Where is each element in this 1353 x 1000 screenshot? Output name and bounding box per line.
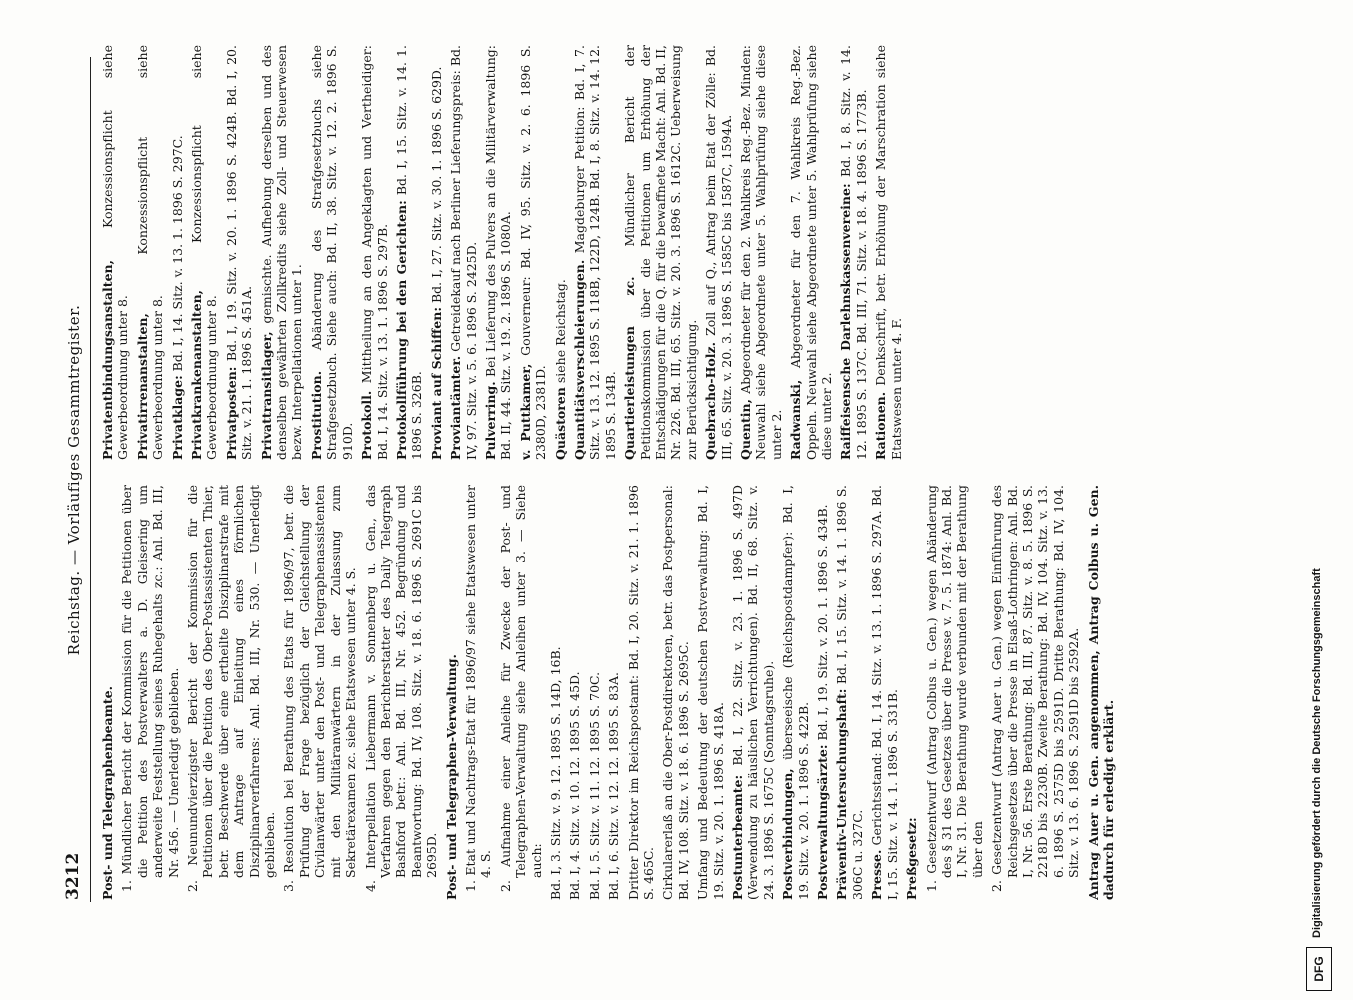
entry-text: Bd. I, 5. Sitz. v. 11. 12. 1895 S. 70C.	[586, 671, 602, 900]
right-column	[100, 45, 1260, 460]
entry-keyword: v. Puttkamer,	[517, 363, 533, 460]
index-entry	[448, 45, 479, 460]
entry-text: Bd. I, 4. Sitz. v. 10. 12. 1895 S. 45D.	[567, 671, 583, 900]
index-entry	[567, 485, 582, 900]
entry-text: Konzessionspflicht siehe Gewerbeordnung unter 8.	[100, 45, 131, 460]
entry-text: überseeische (Reichspostdampfer): Bd. I, 19. Sitz. v. 20. 1. 1896 S. 422B.	[780, 485, 811, 900]
entry-text: Gouverneur: Bd. IV, 95. Sitz. v. 2. 6. 1896 S. 2380D, 2381D.	[517, 45, 549, 460]
index-entry	[838, 45, 869, 460]
entry-text: Konzessionspflicht siehe Gewerbeordnung unter 8.	[189, 45, 220, 460]
entry-text: Bd. I, 22. Sitz. v. 23. 1. 1896 S. 497D (Verwendung zu häuslichen Verrichtungen). Bd. II, 68. Sitz. v. 24. 3. 1896 S. 1675C (Sonntagsruhe).	[730, 485, 776, 900]
entry-text: Zoll auf Q., Antrag beim Etat der Zölle: Bd. III, 65. Sitz. v. 20. 3. 1896 S. 1585C bis 1587C, 1594A.	[703, 45, 734, 460]
entry-keyword: Präventiv-Untersuchungshaft:	[834, 688, 850, 900]
entry-text: 1. Mündlicher Bericht der Kommission für die Petitionen über die Petition des Postverwalters a. D. Gleisering um anderweite Feststellung seines Ruhegehalts zc.: Anl. Bd. III, Nr. 456. — Unerledigt geblieben.	[119, 485, 181, 892]
index-entry	[135, 45, 166, 460]
page-number: 3212	[63, 852, 83, 900]
entry-text: Denkschrift, betr. Erhöhung der Marschration siehe Etatswesen unter 4. F.	[873, 45, 904, 460]
index-entry	[548, 485, 563, 900]
entry-text: 2. Neunundvierzigster Bericht der Kommission für die Petitionen über die Petition des Ober-Postassistenten Thier, betr. Beschwerde über eine ertheilte Disziplinarstrafe mit dem Antrage auf Einleitung eines förmlichen Disziplinarverfahrens: Anl. Bd. III, Nr. 530. — Unerledigt geblieben.	[185, 485, 278, 892]
entry-text: 3. Resolution bei Berathung des Etats für 1896/97, betr. die Prüfung der Frage bezüglich der Gleichstellung der Civilanwärter unter den Post- und Telegraphenassistenten mit den Militäranwärtern in der Zulassung zum Sekretärexamen zc. siehe Etatswesen unter 4. S.	[281, 485, 359, 892]
entry-keyword: Privattransitlager,	[258, 331, 274, 460]
index-entry	[553, 45, 568, 460]
entry-text: 2. Aufnahme einer Anleihe für Zwecke der Post- und Telegraphen-Verwaltung siehe Anleihen unter 3. — Siehe auch:	[497, 485, 544, 892]
index-entry	[224, 45, 255, 460]
index-entry	[362, 485, 440, 892]
index-entry	[730, 485, 776, 900]
entry-keyword: Presse.	[869, 849, 885, 900]
entry-keyword: Rationen.	[873, 391, 889, 460]
entry-keyword: Privatposten:	[223, 366, 239, 460]
index-entry	[185, 485, 278, 892]
header-rule	[90, 57, 91, 902]
entry-text: Bd. I, 15. Sitz. v. 14. 1. 1896 S. 326B.	[393, 45, 425, 460]
entry-text: 1. Etat und Nachtrags-Etat für 1896/97 siehe Etatswesen unter 4. S.	[462, 485, 494, 892]
index-entry	[780, 485, 811, 900]
index-entry	[518, 45, 549, 460]
entry-text: Cirkularerlaß an die Ober-Postdirektoren, betr. das Postpersonal: Bd. IV, 108. Sitz. v. 18. 6. 1896 S. 2695C.	[660, 485, 691, 900]
entry-keyword: Quentin,	[738, 399, 754, 460]
entry-keyword: Privatentbindungsanstalten,	[100, 260, 115, 460]
entry-keyword: Quästoren	[552, 387, 568, 460]
entry-text: Mittheilung an den Angeklagten und Vertheidiger: Bd. I, 14. Sitz. v. 13. 1. 1896 S. 297B.	[359, 45, 390, 460]
left-column	[100, 485, 1260, 900]
entry-text: Dritter Direktor im Reichspostamt: Bd. I, 20. Sitz. v. 21. 1. 1896 S. 465C.	[625, 485, 656, 900]
entry-text: Mündlicher Bericht der Petitionskommission über die Petitionen um Erhöhung der Entschädigungen für die Q. für die bewaffnete Macht: Anl. Bd. II, Nr. 226. Bd. III, 65. Sitz. v. 20. 3. 1896 S. 1612C. Ueberweisung zur Berücksichtigung.	[622, 45, 699, 460]
index-entry	[703, 45, 734, 460]
entry-text: Bd. I, 3. Sitz. v. 9. 12. 1895 S. 14D, 16B.	[547, 646, 563, 900]
entry-keyword: Proviantämter.	[448, 355, 464, 460]
entry-text: Abgeordneter für den 7. Wahlkreis Reg.-Bez. Oppeln. Neuwahl siehe Abgeordnete unter 5. Wahlprüfung siehe diese unter 2.	[788, 45, 835, 460]
index-entry	[815, 485, 830, 900]
dfg-stamp	[1300, 4, 1340, 996]
entry-text: Abgeordneter für den 2. Wahlkreis Reg.-Bez. Minden: Neuwahl siehe Abgeordnete unter 5. Wahlprüfung siehe diese unter 2.	[738, 45, 784, 460]
entry-keyword: Pulverring.	[482, 381, 498, 460]
index-entry	[904, 485, 919, 900]
entry-text: Bd. I, 8. Sitz. v. 14. 12. 1895 S. 137C. Bd. III, 71. Sitz. v. 18. 4. 1896 S. 1773B.	[838, 45, 869, 460]
entry-text: 1. Gesetzentwurf (Antrag Colbus u. Gen.) wegen Abänderung des § 31 des Gesetzes über die Presse v. 7. 5. 1874: Anl. Bd. I, Nr. 31. Die Berathung wurde verbunden mit der Berathung über den	[923, 485, 985, 892]
index-entry	[626, 485, 657, 900]
entry-text: Bd. I, 19. Sitz. v. 20. 1. 1896 S. 434B.	[815, 504, 831, 741]
entry-text: Magdeburger Petition: Bd. I, 7. Sitz. v. 13. 12. 1895 S. 118B, 122D, 124B. Bd. I, 8. Sitz. v. 14. 12. 1895 S. 134B.	[571, 45, 618, 460]
index-entry	[462, 485, 494, 892]
index-entry	[309, 45, 355, 460]
entry-keyword: Quebracho-Holz.	[703, 342, 719, 460]
index-entry	[259, 45, 305, 460]
entry-text: Bd. I, 6. Sitz. v. 12. 12. 1895 S. 83A.	[606, 671, 622, 900]
entry-text: siehe Reichstag.	[552, 279, 568, 384]
entry-text: Umfang und Bedeutung der deutschen Postverwaltung: Bd. I, 19. Sitz. v. 20. 1. 1896 S. 418A.	[695, 485, 726, 900]
index-entry	[281, 485, 359, 892]
entry-text: Gerichtsstand: Bd. I, 14. Sitz. v. 13. 1. 1896 S. 297A. Bd. I, 15. Sitz. v. 14. 1. 1896 S. 331B.	[869, 485, 900, 900]
entry-keyword: Post- und Telegraphenbeamte.	[100, 686, 115, 900]
entry-keyword: Privatirrenanstalten,	[134, 313, 150, 460]
entry-keyword: Privatkrankenanstalten,	[189, 289, 205, 460]
page-header	[55, 60, 85, 900]
entry-keyword: Prostitution.	[308, 370, 324, 460]
index-entry	[873, 45, 904, 460]
index-entry	[483, 45, 514, 460]
index-entry	[606, 485, 621, 900]
entry-keyword: Preßgesetz:	[904, 817, 920, 900]
index-entry	[660, 485, 691, 900]
entry-keyword: Radwanski,	[788, 379, 804, 460]
index-entry	[119, 485, 181, 892]
entry-keyword: Quantitätsverschleierungen.	[571, 259, 587, 460]
entry-text: Getreidekauf nach Berliner Lieferungspreis: Bd. IV, 97. Sitz. v. 5. 6. 1896 S. 2425D.	[448, 45, 479, 460]
entry-text: 4. Interpellation Liebermann v. Sonnenberg u. Gen., das Verfahren gegen den Berichterstatter des Daily Telegraph Bashford betr.: Anl. Bd. III, Nr. 452. Begründung und Beantwortung: Bd. IV, 108. Sitz. v. 18. 6. 1896 S. 2691C bis 2695D.	[362, 485, 440, 892]
entry-keyword: Privatklage:	[169, 375, 185, 460]
index-entry	[587, 485, 602, 900]
index-entry	[572, 45, 618, 460]
entry-text: Konzessionspflicht siehe Gewerbeordnung unter 8.	[134, 45, 166, 460]
running-head: Reichstag. — Vorläufiges Gesammtregister.	[65, 304, 83, 656]
entry-text: Bd. I, 14. Sitz. v. 13. 1. 1896 S. 297C.	[169, 135, 185, 372]
index-entry	[394, 45, 425, 460]
dfg-logo: DFG	[1306, 947, 1332, 991]
index-entry	[1086, 485, 1117, 900]
dfg-stamp-text: Digitalisierung gefördert durch die Deutsche Forschungsgemeinschaft	[1311, 568, 1323, 938]
index-entry	[788, 45, 834, 460]
entry-keyword: Quartierleistungen zc.	[622, 276, 638, 460]
index-entry	[429, 45, 444, 460]
index-entry	[100, 45, 131, 460]
index-entry	[359, 45, 390, 460]
entry-text: 2. Gesetzentwurf (Antrag Auer u. Gen.) wegen Einführung des Reichsgesetzes über die Presse in Elsaß-Lothringen: Anl. Bd. I, Nr. 56. Erste Berathung: Bd. III, 87. Sitz. v. 8. 5. 1896 S. 2218D bis 2230B. Zweite Berathung: Bd. IV, 104. Sitz. v. 13. 6. 1896 S. 2575D bis 2591D. Dritte Berathung: Bd. IV, 104. Sitz. v. 13. 6. 1896 S. 2591D bis 2592A.	[989, 485, 1082, 892]
entry-keyword: Postverbindungen,	[780, 768, 796, 900]
entry-text: Bd. I, 27. Sitz. v. 30. 1. 1896 S. 629D.	[428, 66, 444, 304]
index-entry	[834, 485, 865, 900]
entry-keyword: Postverwaltungsärzte:	[815, 744, 831, 900]
index-entry	[189, 45, 220, 460]
index-entry	[444, 485, 459, 900]
index-entry	[738, 45, 784, 460]
entry-text: Abänderung des Strafgesetzbuchs siehe Strafgesetzbuch. Siehe auch: Bd. II, 38. Sitz. v. 12. 2. 1896 S. 910D.	[308, 45, 355, 460]
entry-keyword: Post- und Telegraphen-Verwaltung.	[443, 654, 459, 900]
index-entry	[622, 45, 699, 460]
index-entry	[100, 485, 115, 900]
index-entry	[989, 485, 1082, 892]
index-entry	[170, 45, 185, 460]
entry-keyword: Antrag Auer u. Gen. angenommen, Antrag Colbus u. Gen. dadurch für erledigt erklärt.	[1085, 485, 1116, 900]
entry-text: Bd. I, 19. Sitz. v. 20. 1. 1896 S. 424B. Bd. I, 20. Sitz. v. 21. 1. 1896 S. 451A.	[223, 45, 255, 460]
entry-keyword: Proviant auf Schiffen:	[428, 307, 444, 460]
index-entry	[497, 485, 544, 892]
entry-keyword: Postunterbeamte:	[730, 774, 746, 900]
entry-keyword: Protokollführung bei den Gerichten:	[393, 200, 409, 460]
entry-text: Bd. I, 15. Sitz. v. 14. 1. 1896 S. 306C u. 327C.	[834, 485, 865, 900]
entry-text: Bei Lieferung des Pulvers an die Militärverwaltung: Bd. II, 44. Sitz. v. 19. 2. 1896 S. 1080A.	[482, 45, 514, 460]
entry-keyword: Raiffeisensche Darlehnskassenvereine:	[838, 183, 854, 460]
index-entry	[923, 485, 986, 892]
entry-text: gemischte. Aufhebung derselben und des denselben gewährten Zollkredits siehe Zoll- und Steuerwesen bezw. Interpellationen unter 1.	[258, 45, 305, 460]
index-entry	[695, 485, 726, 900]
entry-keyword: Protokoll.	[359, 390, 375, 460]
index-entry	[869, 485, 900, 900]
